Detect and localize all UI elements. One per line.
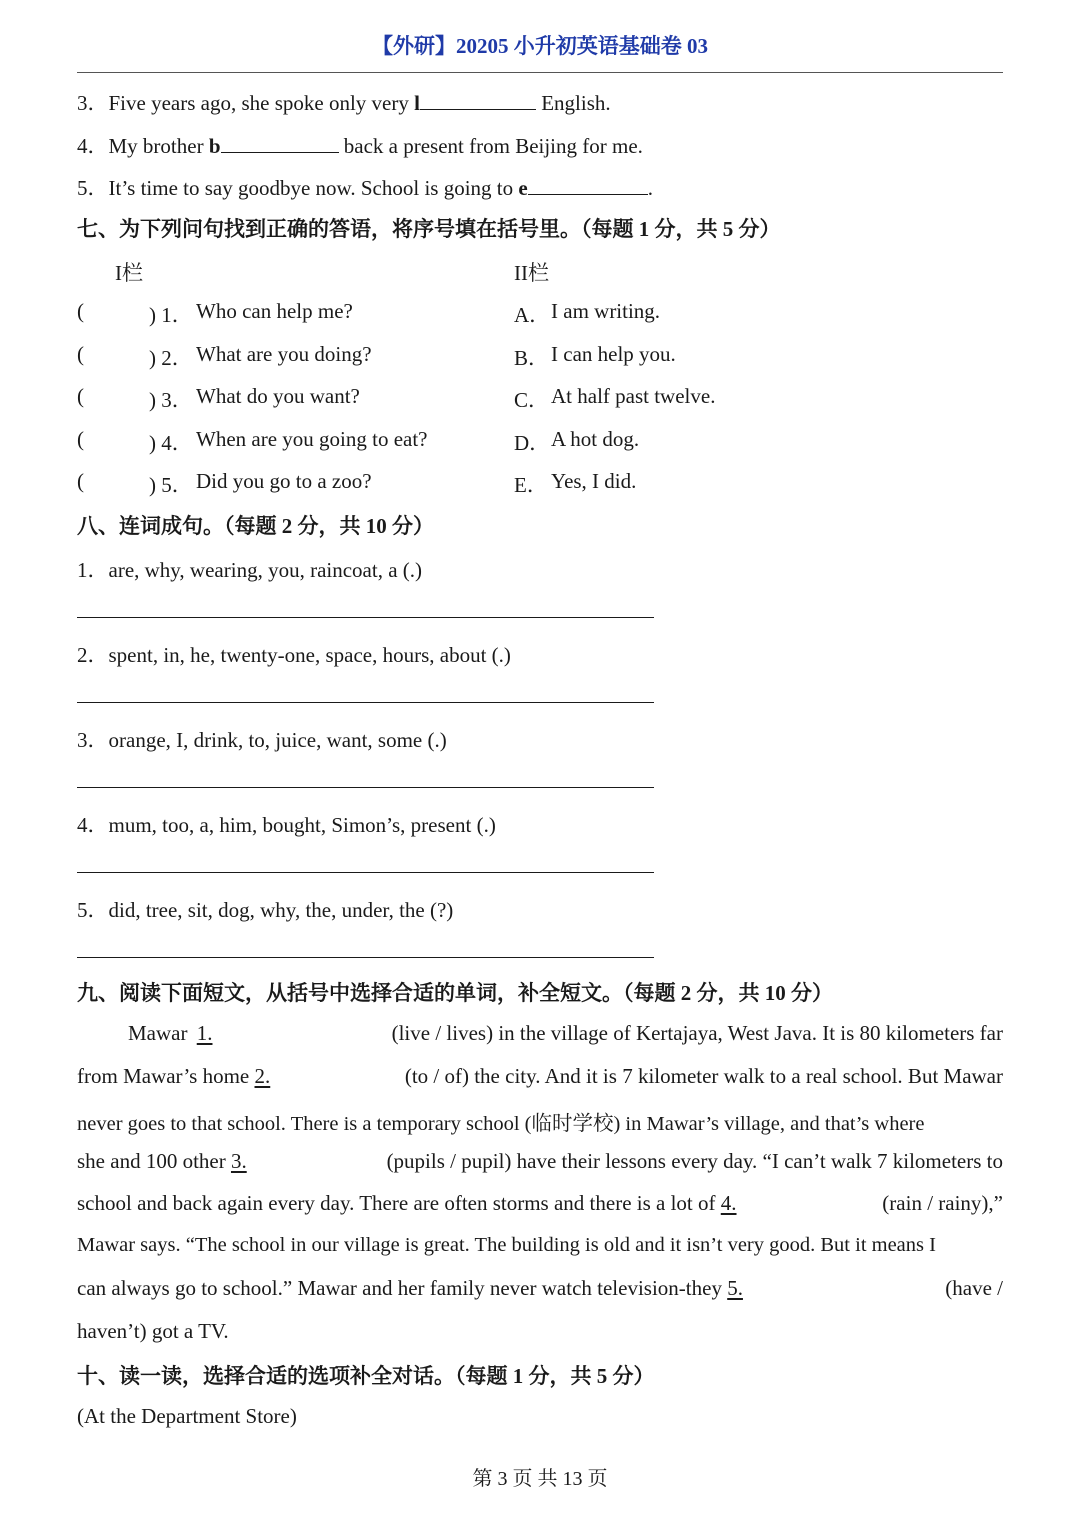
passage-text: she and 100 other: [77, 1149, 226, 1173]
answer-blank[interactable]: [528, 176, 648, 195]
answer-line[interactable]: [77, 787, 654, 788]
passage-blank-1[interactable]: 1.: [196, 1021, 213, 1045]
item-number: 4．: [77, 134, 109, 158]
passage-text: Mawar: [128, 1021, 188, 1045]
fill-item-4: [77, 130, 643, 160]
answer-blank[interactable]: [221, 134, 339, 153]
section-7-heading: 七、为下列问句找到正确的答语，将序号填在括号里。（每题 1 分，共 5 分）: [77, 217, 781, 241]
option-text: At half past twelve.: [551, 384, 716, 408]
passage-text: from Mawar’s home: [77, 1064, 250, 1088]
item-number: 3．: [77, 91, 109, 115]
answer-line[interactable]: [77, 617, 654, 618]
option-letter: E．: [514, 473, 548, 497]
question-number[interactable]: ) 4．: [149, 431, 193, 455]
word-order-item: 5．did, tree, sit, dog, why, the, under, the (?): [77, 898, 454, 922]
answer-blank[interactable]: [420, 91, 536, 110]
item-text-after: back a present from Beijing for me.: [338, 134, 643, 158]
passage-blank-2[interactable]: 2.: [254, 1064, 271, 1088]
passage-line-4: [77, 1149, 1003, 1174]
item-text: Five years ago, she spoke only very: [108, 91, 415, 115]
dialogue-context: (At the Department Store): [77, 1404, 297, 1428]
question-number[interactable]: ) 1．: [149, 303, 193, 327]
option-text: I am writing.: [551, 299, 661, 323]
question-text: What are you doing?: [196, 342, 372, 366]
section-9-heading: 九、阅读下面短文，从括号中选择合适的单词，补全短文。（每题 2 分，共 10 分）: [77, 981, 833, 1005]
passage-line-3: never goes to that school. There is a temporary school (临时学校) in Mawar’s village, and that’s where: [77, 1113, 925, 1135]
option-text: Yes, I did.: [551, 469, 637, 493]
answer-line[interactable]: [77, 957, 654, 958]
paren-open: (: [77, 384, 84, 408]
option-text: I can help you.: [551, 342, 676, 366]
passage-text: (have /: [945, 1276, 1003, 1300]
passage-text: can always go to school.” Mawar and her family never watch television-they: [77, 1276, 722, 1300]
question-number[interactable]: ) 5．: [149, 473, 193, 497]
word-order-item: 2．spent, in, he, twenty-one, space, hours, about (.): [77, 643, 511, 667]
question-text: What do you want?: [196, 384, 360, 408]
passage-line-7: [77, 1276, 1003, 1301]
item-text-after: .: [647, 176, 653, 200]
question-text: Did you go to a zoo?: [196, 469, 372, 493]
passage-line-6: Mawar says. “The school in our village is great. The building is old and it isn’t very good. But it means I: [77, 1234, 936, 1256]
question-text: When are you going to eat?: [196, 427, 428, 451]
item-text-after: English.: [535, 91, 611, 115]
item-text: My brother: [108, 134, 209, 158]
question-number[interactable]: ) 2．: [149, 346, 193, 370]
passage-blank-5[interactable]: 5.: [727, 1276, 743, 1300]
fill-item-3: [77, 87, 611, 117]
item-number: 5．: [77, 176, 109, 200]
passage-text: (rain / rainy),”: [882, 1191, 1003, 1215]
question-text: Who can help me?: [196, 299, 353, 323]
passage-line-5: [77, 1191, 1003, 1216]
passage-blank-3[interactable]: 3.: [230, 1149, 247, 1173]
initial-letter: l: [414, 91, 420, 115]
header-divider: [77, 72, 1003, 73]
passage-text: (pupils / pupil) have their lessons every day. “I can’t walk 7 kilometers to: [386, 1149, 1003, 1173]
column-2-label: II栏: [514, 261, 549, 285]
passage-line-1: [77, 1021, 1003, 1046]
column-1-label: I栏: [115, 261, 143, 285]
paren-open: (: [77, 427, 84, 451]
item-text: It’s time to say goodbye now. School is going to: [108, 176, 519, 200]
passage-line-2: [77, 1064, 1003, 1089]
page-footer: 第 3 页 共 13 页: [472, 1468, 608, 1490]
passage-blank-4[interactable]: 4.: [720, 1191, 737, 1215]
paren-open: (: [77, 469, 84, 493]
page-header-title: 【外研】20205 小升初英语基础卷 03: [372, 34, 708, 58]
passage-text: (live / lives) in the village of Kertajaya, West Java. It is 80 kilometers far: [391, 1021, 1003, 1045]
passage-text: (to / of) the city. And it is 7 kilometer walk to a real school. But Mawar: [404, 1064, 1003, 1088]
option-letter: A．: [514, 303, 551, 327]
initial-letter: b: [208, 134, 221, 158]
passage-line-8: haven’t) got a TV.: [77, 1319, 229, 1343]
option-letter: C．: [514, 388, 550, 412]
section-8-heading: 八、连词成句。（每题 2 分，共 10 分）: [77, 514, 434, 538]
option-letter: D．: [514, 431, 551, 455]
word-order-item: 3．orange, I, drink, to, juice, want, some (.): [77, 728, 447, 752]
paren-open: (: [77, 342, 84, 366]
answer-line[interactable]: [77, 872, 654, 873]
question-number[interactable]: ) 3．: [149, 388, 193, 412]
answer-line[interactable]: [77, 702, 654, 703]
paren-open: (: [77, 299, 84, 323]
initial-letter: e: [518, 176, 528, 200]
word-order-item: 1．are, why, wearing, you, raincoat, a (.): [77, 558, 423, 582]
passage-text: school and back again every day. There are often storms and there is a lot of: [77, 1191, 716, 1215]
option-text: A hot dog.: [551, 427, 640, 451]
word-order-item: 4．mum, too, a, him, bought, Simon’s, present (.): [77, 813, 496, 837]
fill-item-5: [77, 172, 653, 202]
option-letter: B．: [514, 346, 550, 370]
section-10-heading: 十、读一读，选择合适的选项补全对话。（每题 1 分，共 5 分）: [77, 1364, 655, 1388]
